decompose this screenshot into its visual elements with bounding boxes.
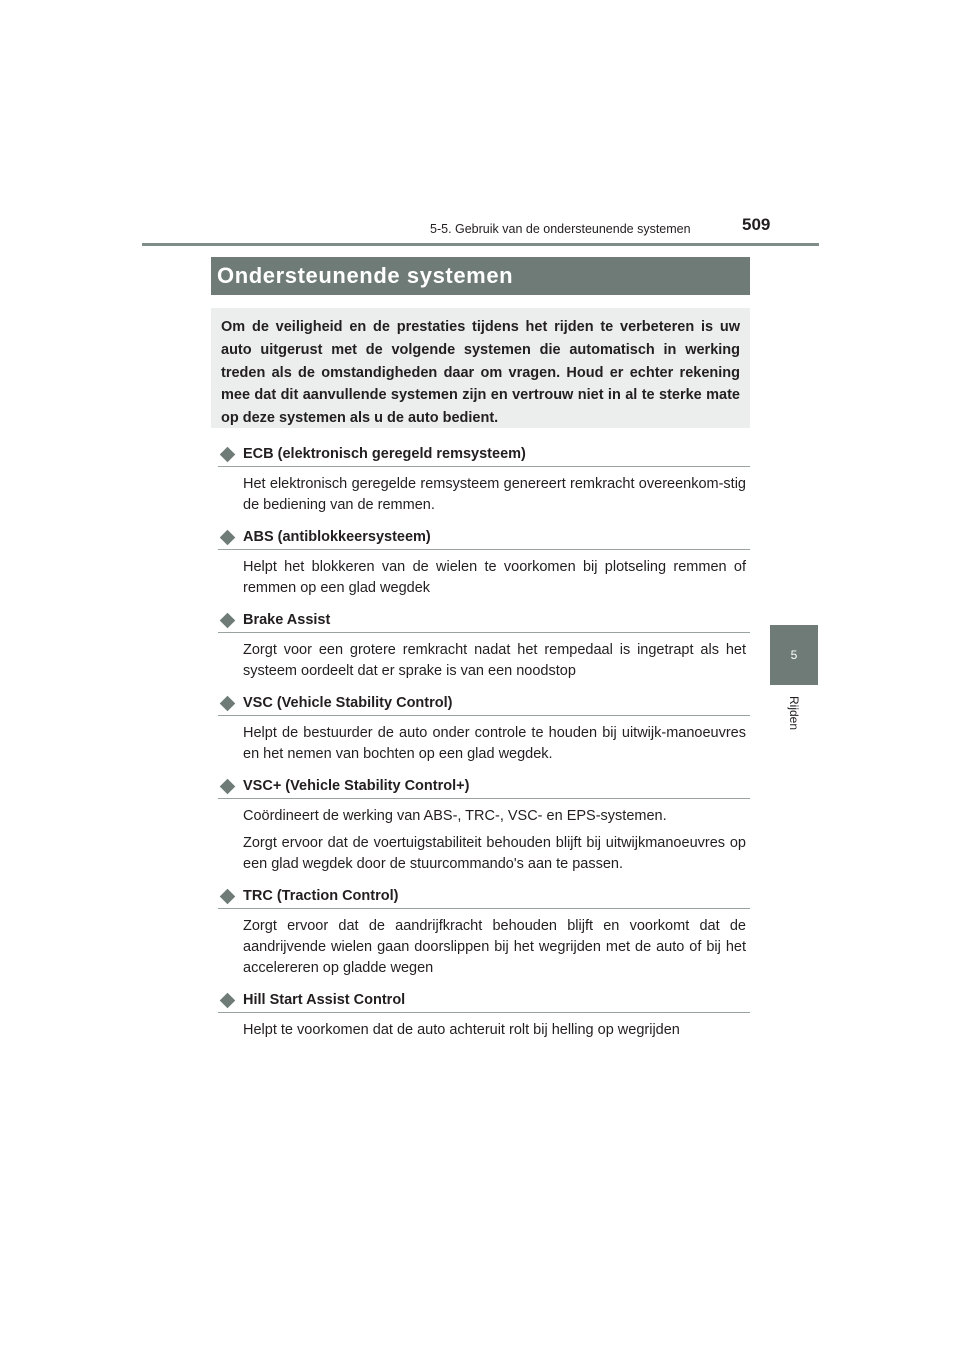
diamond-bullet-icon: [220, 695, 236, 711]
section-abs: [218, 526, 750, 599]
section-paragraph: Zorgt ervoor dat de voertuigstabiliteit behouden blijft bij uitwijkmanoeuvres op een glad wegdek door de stuurcommando's aan te passen.: [243, 835, 746, 872]
chapter-label-wrapper: [768, 688, 820, 738]
section-body: [218, 550, 750, 599]
section-vsc-plus: [218, 775, 750, 875]
section-paragraph: Helpt het blokkeren van de wielen te voorkomen bij plotseling remmen of remmen op een glad wegdek: [243, 559, 746, 596]
diamond-bullet-icon: [220, 778, 236, 794]
running-header-section: 5-5. Gebruik van de ondersteunende systemen: [430, 222, 691, 236]
section-body: [218, 467, 750, 516]
intro-box: [211, 308, 750, 428]
section-body: [218, 799, 750, 875]
section-heading-text: ABS (antiblokkeersysteem): [243, 529, 431, 545]
section-paragraph: Coördineert de werking van ABS-, TRC-, VSC- en EPS-systemen.: [243, 808, 667, 824]
section-heading: [218, 885, 750, 909]
chapter-tab: [770, 625, 818, 685]
section-heading-text: VSC+ (Vehicle Stability Control+): [243, 778, 470, 794]
section-brake-assist: [218, 609, 750, 682]
section-paragraph: Zorgt voor een grotere remkracht nadat het rempedaal is ingetrapt als het systeem oordeelt dat er sprake is van een noodstop: [243, 642, 746, 679]
chapter-label: Rijden: [787, 695, 801, 731]
diamond-bullet-icon: [220, 888, 236, 904]
section-heading: [218, 443, 750, 467]
intro-text: Om de veiligheid en de prestaties tijdens het rijden te verbeteren is uw auto uitgerust met de volgende systemen die automatisch in werking treden als de omstandigheden daar om vragen. Houd er echter rekening mee dat dit aanvullende systemen zijn en vertrouw niet in al te sterke mate op deze systemen als u de auto bedient.: [221, 319, 740, 427]
page-title: Ondersteunende systemen: [217, 263, 514, 288]
section-ecb: [218, 443, 750, 516]
section-heading: [218, 692, 750, 716]
section-heading-text: Hill Start Assist Control: [243, 992, 406, 1008]
section-body: [218, 909, 750, 979]
diamond-bullet-icon: [220, 992, 236, 1008]
section-heading-text: Brake Assist: [243, 612, 331, 628]
section-heading: [218, 609, 750, 633]
chapter-number: 5: [790, 648, 798, 662]
section-paragraph: Helpt de bestuurder de auto onder controle te houden bij uitwijk-manoeuvres en het nemen van bochten op een glad wegdek.: [243, 725, 746, 762]
diamond-bullet-icon: [220, 446, 236, 462]
section-heading: [218, 775, 750, 799]
section-body: [218, 716, 750, 765]
page-number: 509: [742, 215, 771, 234]
section-heading: [218, 989, 750, 1013]
section-heading: [218, 526, 750, 550]
section-body: [218, 1013, 750, 1041]
section-trc: [218, 885, 750, 979]
section-hill-start: [218, 989, 750, 1041]
diamond-bullet-icon: [220, 529, 236, 545]
diamond-bullet-icon: [220, 612, 236, 628]
page-title-bar: [211, 257, 750, 295]
sections-list: [218, 443, 750, 1051]
section-vsc: [218, 692, 750, 765]
section-body: [218, 633, 750, 682]
section-heading-text: ECB (elektronisch geregeld remsysteem): [243, 446, 526, 462]
section-paragraph: Het elektronisch geregelde remsysteem genereert remkracht overeenkom-stig de bediening van de remmen.: [243, 476, 746, 513]
section-paragraph: Helpt te voorkomen dat de auto achteruit rolt bij helling op wegrijden: [243, 1022, 680, 1038]
header-divider: [142, 243, 819, 246]
section-heading-text: TRC (Traction Control): [243, 888, 399, 904]
section-heading-text: VSC (Vehicle Stability Control): [243, 695, 453, 711]
section-paragraph: Zorgt ervoor dat de aandrijfkracht behouden blijft en voorkomt dat de aandrijvende wielen gaan doorslippen bij het wegrijden met de auto of bij het accelereren op gladde wegen: [243, 918, 746, 976]
